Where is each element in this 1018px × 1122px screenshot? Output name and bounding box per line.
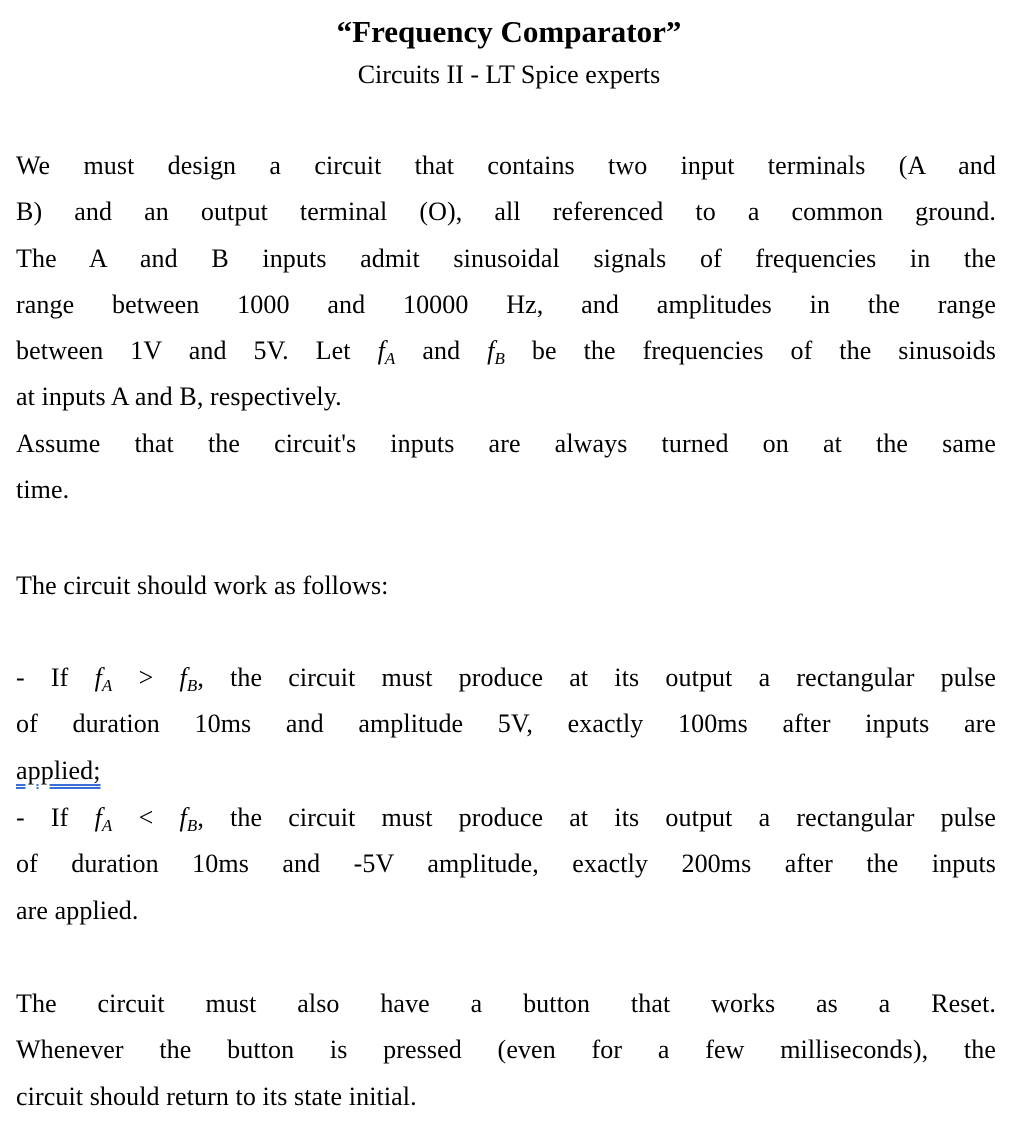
reset-line: The circuit must also have a button that works as a Reset. [16,989,996,1018]
rule-line: - If $f_A < f_B$, the circuit must produce at its output a rectangular pulse [16,803,996,835]
symbol-f: f [487,336,495,366]
reset-line: circuit should return to its state initial. [16,1081,417,1111]
rule-less [16,795,996,934]
intro-line: We must design a circuit that contains two input terminals (A and [16,151,996,180]
subscript-a: A [384,349,396,369]
rule-line: of duration 10ms and amplitude 5V, exactly 100ms after inputs are [16,709,996,739]
intro-line-with-symbols: between 1V and 5V. Let $f_A$ and $f_B$ be the frequencies of the sinusoids [16,336,997,369]
work-intro [16,563,996,609]
document-subtitle: Circuits II - LT Spice experts [357,60,661,89]
spellcheck-underline: applied; [16,755,101,785]
intro-line: Assume that the circuit's inputs are always turned on at the same [16,428,996,458]
rule-line: are applied. [16,895,139,925]
intro-line: time. [16,475,70,505]
reset-paragraph [16,981,996,1120]
work-intro-line: The circuit should work as follows: [16,571,389,600]
intro-paragraph [16,143,996,513]
subscript-b: B [494,349,505,369]
document-title: “Frequency Comparator” [336,14,682,49]
intro-line: range between 1000 and 10000 Hz, and amplitudes in the range [16,289,996,319]
rule-greater [16,655,996,794]
symbol-f: f [377,336,385,366]
rule-line [16,748,996,794]
reset-line: Whenever the button is pressed (even for a few milliseconds), the [16,1035,996,1065]
rule-line: - If $f_A > f_B$, the circuit must produce at its output a rectangular pulse [16,663,996,695]
intro-line: B) and an output terminal (O), all referenced to a common ground. [16,197,996,227]
intro-line: at inputs A and B, respectively. [16,382,342,412]
rule-line: of duration 10ms and -5V amplitude, exactly 200ms after the inputs [16,849,996,879]
intro-line: The A and B inputs admit sinusoidal signals of frequencies in the [16,243,996,273]
